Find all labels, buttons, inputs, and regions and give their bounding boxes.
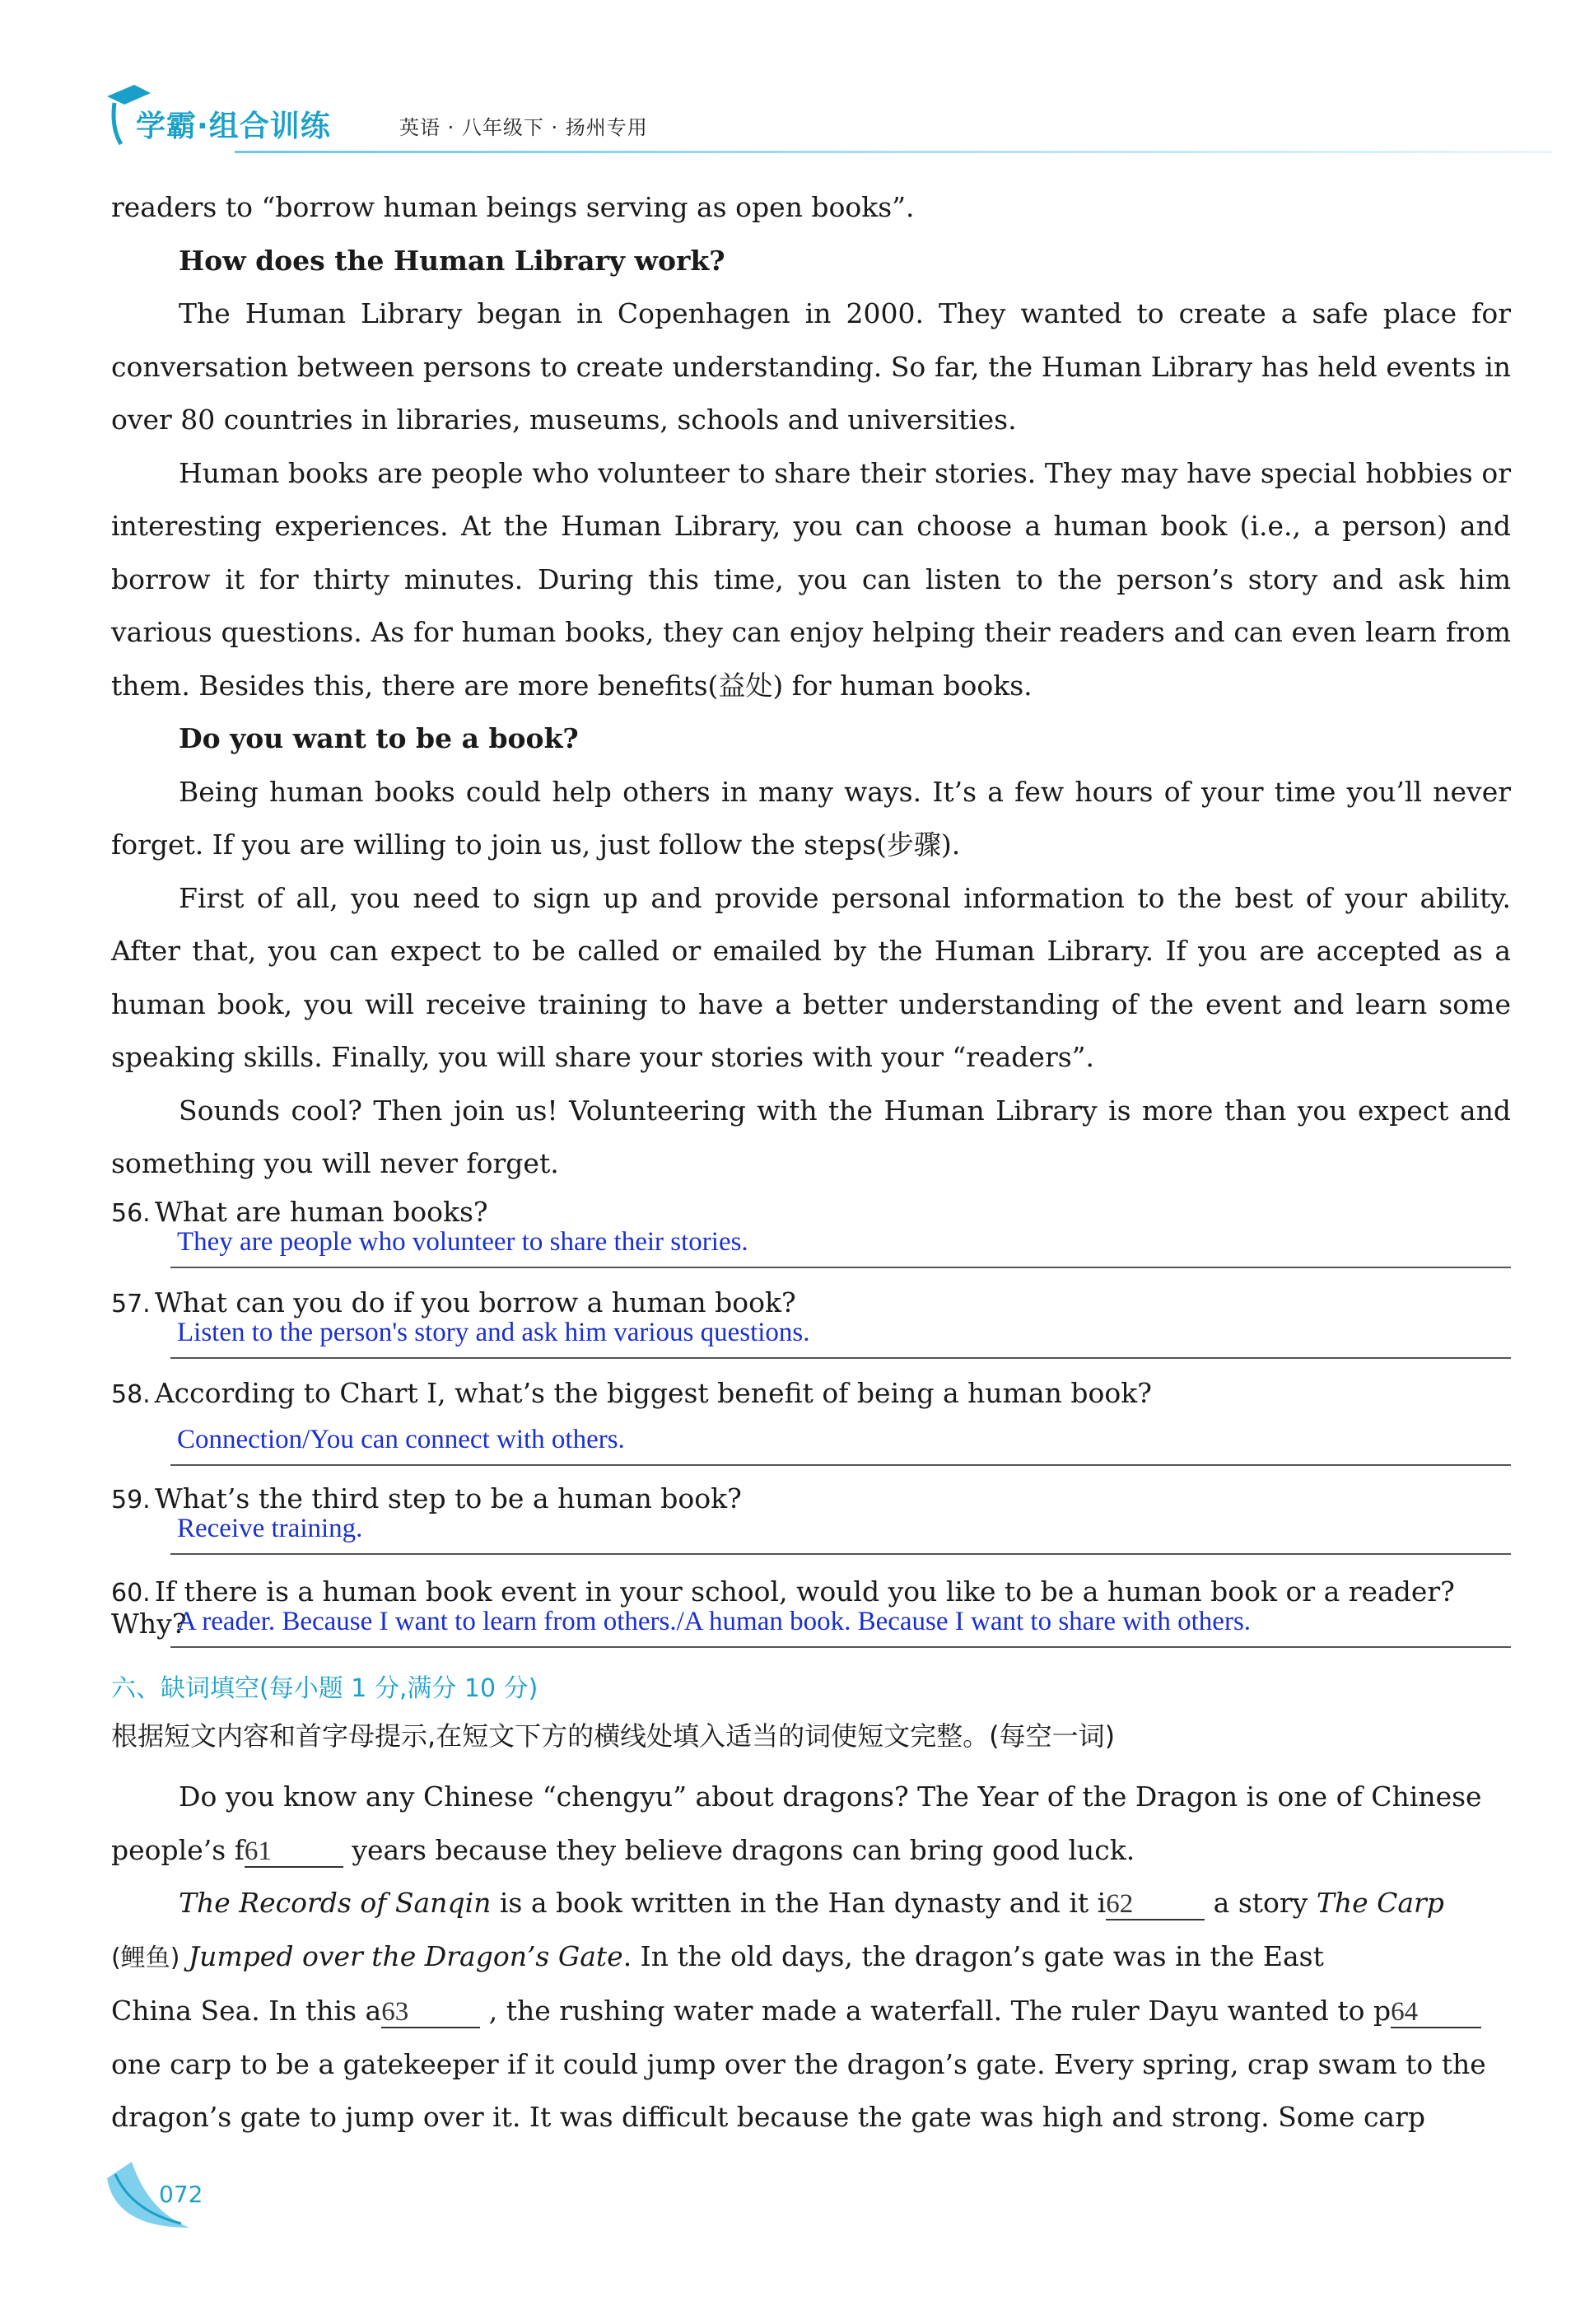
story-title: Jumped over the Dragon’s Gate [179,1939,623,1972]
blank-number: 64 [1391,1997,1419,2027]
blank-63[interactable] [381,1996,480,2028]
cloze-gloss: (鲤鱼) [111,1943,180,1972]
answer-line [170,1464,1511,1466]
question-59 [111,1482,1511,1561]
header-divider [235,151,1552,153]
question-text: What can you do if you borrow a human book? [154,1286,796,1318]
passage-heading-1: How does the Human Library work? [179,244,725,277]
question-number: 58. [111,1380,151,1409]
question-57 [111,1286,1511,1365]
brand-series: 组合训练 [208,110,331,143]
cloze-line-4 [111,1930,1511,1986]
subject-label: 英语 · 八年级下 · 扬州专用 [399,116,648,139]
question-58 [111,1377,1511,1472]
answer-text: Connection/You can connect with others. [177,1425,625,1454]
passage-paragraph-1: The Human Library began in Copenhagen in 2000. They wanted to create a safe place for conversation between persons to create understanding. So far, the Human Library has held events in over 80 countries in libraries, museums, schools and universities. [111,297,1511,436]
question-60 [111,1575,1511,1654]
cloze-line-6: one carp to be a gatekeeper if it could jump over the dragon’s gate. Every spring, crap swam to the [111,2047,1486,2080]
cloze-line-1: Do you know any Chinese “chengyu” about dragons? The Year of the Dragon is one of Chinese [179,1780,1482,1813]
question-number: 57. [111,1290,151,1318]
answer-line [170,1357,1511,1359]
answer-text: A reader. Because I want to learn from others./A human book. Because I want to share with others. [177,1607,1252,1636]
question-text: If there is a human book event in your school, would you like to be a human book or a reader? Why? [111,1575,1455,1640]
blank-number: 63 [381,1997,409,2027]
section-6-instruction: 根据短文内容和首字母提示,在短文下方的横线处填入适当的词使短文完整。(每空一词) [111,1720,1116,1752]
cloze-text: years because they believe dragons can bring good luck. [343,1833,1135,1866]
cloze-text: people’s f [111,1833,245,1866]
passage-intro-tail: readers to “borrow human beings serving as open books”. [111,191,915,223]
cloze-passage [111,1771,1511,2144]
passage-paragraph-2: Human books are people who volunteer to share their stories. They may have special hobbies or interesting experiences. At the Human Library, you can choose a human book (i.e., a person) and borrow it for thirty minutes. During this time, you can listen to the person’s story and ask him various questions. As for human books, they can enjoy helping their readers and can even learn from them. Besides this, there are more benefits(益处) for human books. [111,456,1511,702]
cloze-line-2 [111,1824,1511,1878]
cloze-text: . In the old days, the dragon’s gate was in the East [622,1939,1324,1972]
book-title: The Records of Sanqin [179,1887,492,1919]
section-6-title: 六、缺词填空(每小题 1 分,满分 10 分) [111,1674,538,1703]
blank-62[interactable] [1106,1888,1205,1920]
cloze-line-3 [111,1877,1511,1930]
question-56 [111,1196,1511,1274]
cloze-text: is a book written in the Han dynasty and it i [491,1887,1107,1919]
cloze-line-5 [111,1985,1511,2038]
answer-line [170,1553,1511,1555]
question-number: 60. [111,1579,151,1608]
brand-separator: · [197,110,209,143]
cloze-text: a story [1205,1887,1317,1919]
answer-text: Listen to the person's story and ask him various questions. [177,1318,810,1347]
passage-heading-2: Do you want to be a book? [179,722,579,754]
brand-title [136,103,331,145]
question-number: 59. [111,1486,151,1514]
question-text: According to Chart I, what’s the biggest benefit of being a human book? [154,1377,1152,1409]
cloze-text: , the rushing water made a waterfall. The ruler Dayu wanted to p [480,1995,1392,2027]
question-number: 56. [111,1199,151,1228]
reading-passage [111,181,1511,1191]
question-text: What are human books? [154,1196,488,1228]
blank-number: 62 [1106,1889,1134,1919]
passage-paragraph-3: Being human books could help others in many ways. It’s a few hours of your time you’ll never forget. If you are willing to join us, just follow the steps(步骤). [111,775,1511,861]
blank-number: 61 [244,1836,272,1866]
blank-64[interactable] [1391,1996,1481,2028]
answer-text: Receive training. [177,1514,363,1543]
page-number: 072 [159,2181,203,2208]
question-text: What’s the third step to be a human book? [154,1482,742,1514]
answer-line [170,1646,1511,1648]
story-title: The Carp [1316,1887,1444,1919]
answer-text: They are people who volunteer to share their stories. [177,1227,748,1257]
passage-paragraph-4: First of all, you need to sign up and provide personal information to the best of your ability. After that, you can expect to be called or emailed by the Human Library. If you are accepted as a human book, you will receive training to have a better understanding of the event and learn some speaking skills. Finally, you will share your stories with your “readers”. [111,881,1511,1073]
page-header [103,78,1503,156]
cloze-text: China Sea. In this a [111,1995,382,2027]
blank-61[interactable] [245,1836,343,1868]
answer-line [170,1267,1511,1268]
cloze-line-7: dragon’s gate to jump over it. It was difficult because the gate was high and strong. Some carp [111,2101,1426,2133]
brand-name: 学霸 [136,110,198,143]
passage-paragraph-5: Sounds cool? Then join us! Volunteering with the Human Library is more than you expect and something you will never forget. [111,1094,1511,1179]
